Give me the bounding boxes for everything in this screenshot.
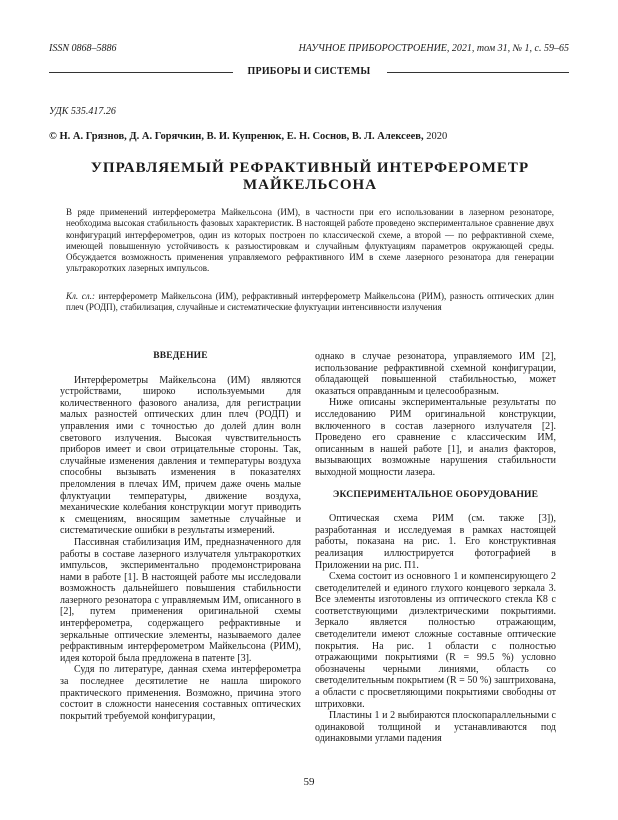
section-title: ПРИБОРЫ И СИСТЕМЫ [247, 66, 371, 77]
right-paragraph-1: однако в случае резонатора, управляемого ИМ [2], использование рефрактивной схемной конфигурации, обладающей повышенной стабильностью, может оказаться оправданным и целесообразным. [315, 351, 556, 397]
author-list: © Н. А. Грязнов, Д. А. Горячкин, В. И. Купренюк, Е. Н. Соснов, В. Л. Алексеев, [49, 131, 424, 142]
authors [49, 131, 447, 142]
section-header [49, 66, 569, 80]
issn: ISSN 0868–5886 [49, 43, 117, 54]
keywords-text: интерферометр Майкельсона (ИМ), рефрактивный интерферометр Майкельсона (РИМ), разность оптических длин плеч (РОДП), стабилизация, случайные и систематические флуктуации интенсивности излучения [66, 291, 554, 313]
journal-citation: НАУЧНОЕ ПРИБОРОСТРОЕНИЕ, 2021, том 31, № 1, с. 59–65 [298, 43, 569, 54]
equipment-heading: ЭКСПЕРИМЕНТАЛЬНОЕ ОБОРУДОВАНИЕ [332, 489, 539, 500]
abstract: В ряде применений интерферометра Майкельсона (ИМ), в частности при его использовании в лазерном резонаторе, необходима высокая стабильность фазовых характеристик. В настоящей работе проведено экспериментальное сравнение двух конфигураций интерферометров, один из которых построен по классической схеме, а второй — по рефрактивной схеме, имеющей повышенную устойчивость к разъюстировкам и случайным флуктуациям параметров окружающей среды. Обсуждается возможность применения управляемого рефрактивного ИМ в схеме лазерного резонатора для генерации ультракоротких лазерных импульсов. [66, 207, 554, 274]
intro-heading: ВВЕДЕНИЕ [153, 351, 208, 361]
title-line-2: МАЙКЕЛЬСОНА [242, 177, 378, 193]
intro-paragraph-3: Судя по литературе, данная схема интерферометра за последнее десятилетие не нашла широкого практического применения. Возможно, причина этого состоит в сложности нанесения составных оптических покрытий требуемой конфигурации, [60, 664, 301, 722]
intro-paragraph-2: Пассивная стабилизация ИМ, предназначенного для работы в составе лазерного излучателя ультракоротких импульсов, экспериментально продемонстрирована нами в работе [1]. В настоящей работе мы исследовали возможность дальнейшего повышения стабильности лазерного резонатора с управляемым ИМ, описанного в [2], путем применения оригинальной схемы интерферометра, содержащего рефрактивные и зеркальные оптические элементы, называемого далее рефрактивным интерферометром Майкельсона (РИМ), идея которой была предложена в патенте [3]. [60, 536, 301, 664]
right-paragraph-2: Ниже описаны экспериментальные результаты по исследованию РИМ оригинальной конструкции, включенного в состав лазерного излучателя [2]. Проведено его сравнение с классическим ИМ, описанным в нашей работе [1], и анализ факторов, вызывающих возможные нарушения стабильности выходной мощности лазера. [315, 397, 556, 478]
page-number: 59 [303, 776, 315, 788]
copyright-year: 2020 [426, 131, 448, 142]
keywords [66, 291, 554, 314]
paper-title [60, 160, 560, 194]
section-rule-right [387, 72, 569, 73]
intro-paragraph-1: Интерферометры Майкельсона (ИМ) являются устройствами, широко используемыми для количественного фазового анализа, для регистрации малых разностей оптических длин плеч (РОДП) и управления ими с точностью до долей длин волн светового излучения. Высокая чувствительность приборов имеет и свои отрицательные стороны. Так, случайные изменения давления и температуры воздуха способны вызывать изменения в показателях преломления в плечах ИМ, причем даже очень малые флуктуации температуры, движение воздуха, механические колебания конструкции могут приводить к смещениям, вносящим заметные случайные и систематические ошибки в результаты измерений. [60, 374, 301, 537]
left-column [60, 351, 301, 722]
right-column [315, 351, 556, 745]
right-paragraph-3: Оптическая схема РИМ (см. также [3]), разработанная и исследуемая в рамках настоящей работы, показана на рис. 1. Его конструктивная реализация иллюстрируется фотографией в Приложении на рис. П1. [315, 513, 556, 571]
right-paragraph-4: Схема состоит из основного 1 и компенсирующего 2 светоделителей и единого глухого концевого зеркала 3. Все элементы изготовлены из оптического стекла К8 с соответствующими диэлектрическими покрытиями. Зеркало является полностью отражающим, светоделители имеют сложные составные оптические покрытия. На рис. 1 области с полностью отражающими покрытиями (R = 99.5 %) условно обозначены черными линиями, область со светоделительным покрытием (R = 50 %) заштрихована, а области с просветляющими покрытиями свободны от штриховки. [315, 571, 556, 710]
keywords-label: Кл. сл.: [66, 291, 95, 301]
title-line-1: УПРАВЛЯЕМЫЙ РЕФРАКТИВНЫЙ ИНТЕРФЕРОМЕТР [90, 160, 530, 176]
udk-code: УДК 535.417.26 [49, 106, 116, 117]
right-paragraph-5: Пластины 1 и 2 выбираются плоскопараллельными с одинаковой толщиной и устанавливаются под одинаковыми углами падения [315, 710, 556, 745]
